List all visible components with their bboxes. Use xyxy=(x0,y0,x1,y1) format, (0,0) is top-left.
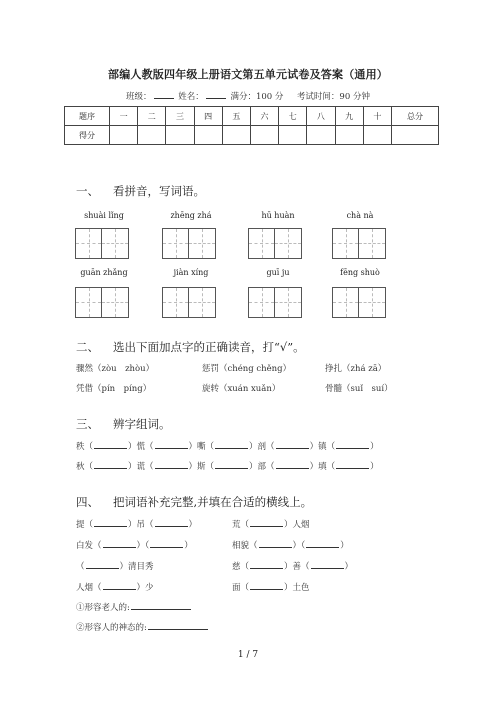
writing-grid[interactable] xyxy=(75,287,129,318)
idiom-item: 慈（ ）善（ ） xyxy=(232,562,354,572)
score-cell[interactable] xyxy=(138,126,166,145)
score-cell[interactable] xyxy=(335,126,363,145)
pinyin: chà nà xyxy=(346,211,374,220)
score-table xyxy=(64,106,439,145)
writing-grid[interactable] xyxy=(332,228,386,259)
question-2: ②形容人的神态的: xyxy=(76,621,209,633)
score-cell[interactable] xyxy=(363,126,391,145)
pinyin: shuài lǐng xyxy=(84,211,124,220)
section-3-heading: 三、 辨字组词。 xyxy=(76,417,171,431)
score-cell[interactable] xyxy=(279,126,307,145)
exam-info xyxy=(0,90,496,102)
page-number: 1 / 7 xyxy=(237,650,259,660)
idiom-item: （ ）清目秀 xyxy=(76,562,154,572)
header-cell: 八 xyxy=(307,107,335,126)
score-cell[interactable] xyxy=(110,126,138,145)
section-2-heading: 二、 选出下面加点字的正确读音，打“√”。 xyxy=(76,340,305,354)
score-cell[interactable] xyxy=(194,126,222,145)
header-cell: 十 xyxy=(363,107,391,126)
reading-option: 凭借（pín píng） xyxy=(76,384,152,394)
pinyin: fēng shuò xyxy=(340,268,380,277)
score-row xyxy=(65,126,439,145)
header-cell: 五 xyxy=(222,107,250,126)
score-cell[interactable] xyxy=(307,126,335,145)
name-label: 姓名： xyxy=(178,92,204,102)
header-cell: 题序 xyxy=(65,107,110,126)
pinyin: guān zhǎng xyxy=(80,268,128,277)
writing-grid[interactable] xyxy=(75,228,129,259)
header-cell: 六 xyxy=(250,107,278,126)
question-1: ①形容老人的: xyxy=(76,601,192,613)
pinyin: zhēng zhá xyxy=(170,211,212,220)
score-cell[interactable] xyxy=(392,126,439,145)
word-group-line: 秩（ ）慌（ ）嘶（ ）剖（ ）镇（ ） xyxy=(76,442,379,452)
header-cell: 总分 xyxy=(392,107,439,126)
reading-option: 骤然（zòu zhòu） xyxy=(76,364,155,374)
idiom-item: 相貌（ ）（ ） xyxy=(232,541,349,551)
pinyin: guī ju xyxy=(266,268,290,277)
reading-option: 骨髓（suǐ suí） xyxy=(325,384,393,394)
writing-grid[interactable] xyxy=(248,287,302,318)
exam-time: 考试时间：90 分钟 xyxy=(296,92,370,102)
idiom-item: 白发（ ）（ ） xyxy=(76,541,193,551)
score-table-header xyxy=(65,107,439,126)
writing-grid[interactable] xyxy=(162,287,216,318)
idiom-item: 人烟（ ）少 xyxy=(76,583,154,593)
score-row-label: 得分 xyxy=(65,126,110,145)
writing-grid[interactable] xyxy=(248,228,302,259)
reading-option: 惩罚（chéng chěng） xyxy=(202,364,292,374)
header-cell: 一 xyxy=(110,107,138,126)
header-cell: 四 xyxy=(194,107,222,126)
section-4-heading: 四、 把词语补充完整,并填在合适的横线上。 xyxy=(76,495,313,509)
section-1-heading: 一、 看拼音，写词语。 xyxy=(76,184,205,198)
idiom-item: 提（ ）吊（ ） xyxy=(76,520,198,530)
header-cell: 七 xyxy=(279,107,307,126)
reading-option: 挣扎（zhá zā） xyxy=(325,364,387,374)
writing-grid[interactable] xyxy=(162,228,216,259)
header-cell: 九 xyxy=(335,107,363,126)
header-cell: 二 xyxy=(138,107,166,126)
score-cell[interactable] xyxy=(166,126,194,145)
document-title: 部编人教版四年级上册语文第五单元试卷及答案（通用） xyxy=(108,68,388,81)
reading-option: 旋转（xuán xuǎn） xyxy=(202,384,281,394)
header-cell: 三 xyxy=(166,107,194,126)
pinyin: jiàn xíng xyxy=(173,268,209,277)
pinyin: hū huàn xyxy=(261,211,295,220)
score-cell[interactable] xyxy=(250,126,278,145)
class-label: 班级： xyxy=(126,92,152,102)
idiom-item: 面（ ）土色 xyxy=(232,583,310,593)
full-score: 满分：100 分 xyxy=(230,92,284,102)
idiom-item: 荒（ ）人烟 xyxy=(232,520,310,530)
word-group-line: 秋（ ）谎（ ）斯（ ）部（ ）填（ ） xyxy=(76,462,379,472)
score-cell[interactable] xyxy=(222,126,250,145)
writing-grid[interactable] xyxy=(332,287,386,318)
